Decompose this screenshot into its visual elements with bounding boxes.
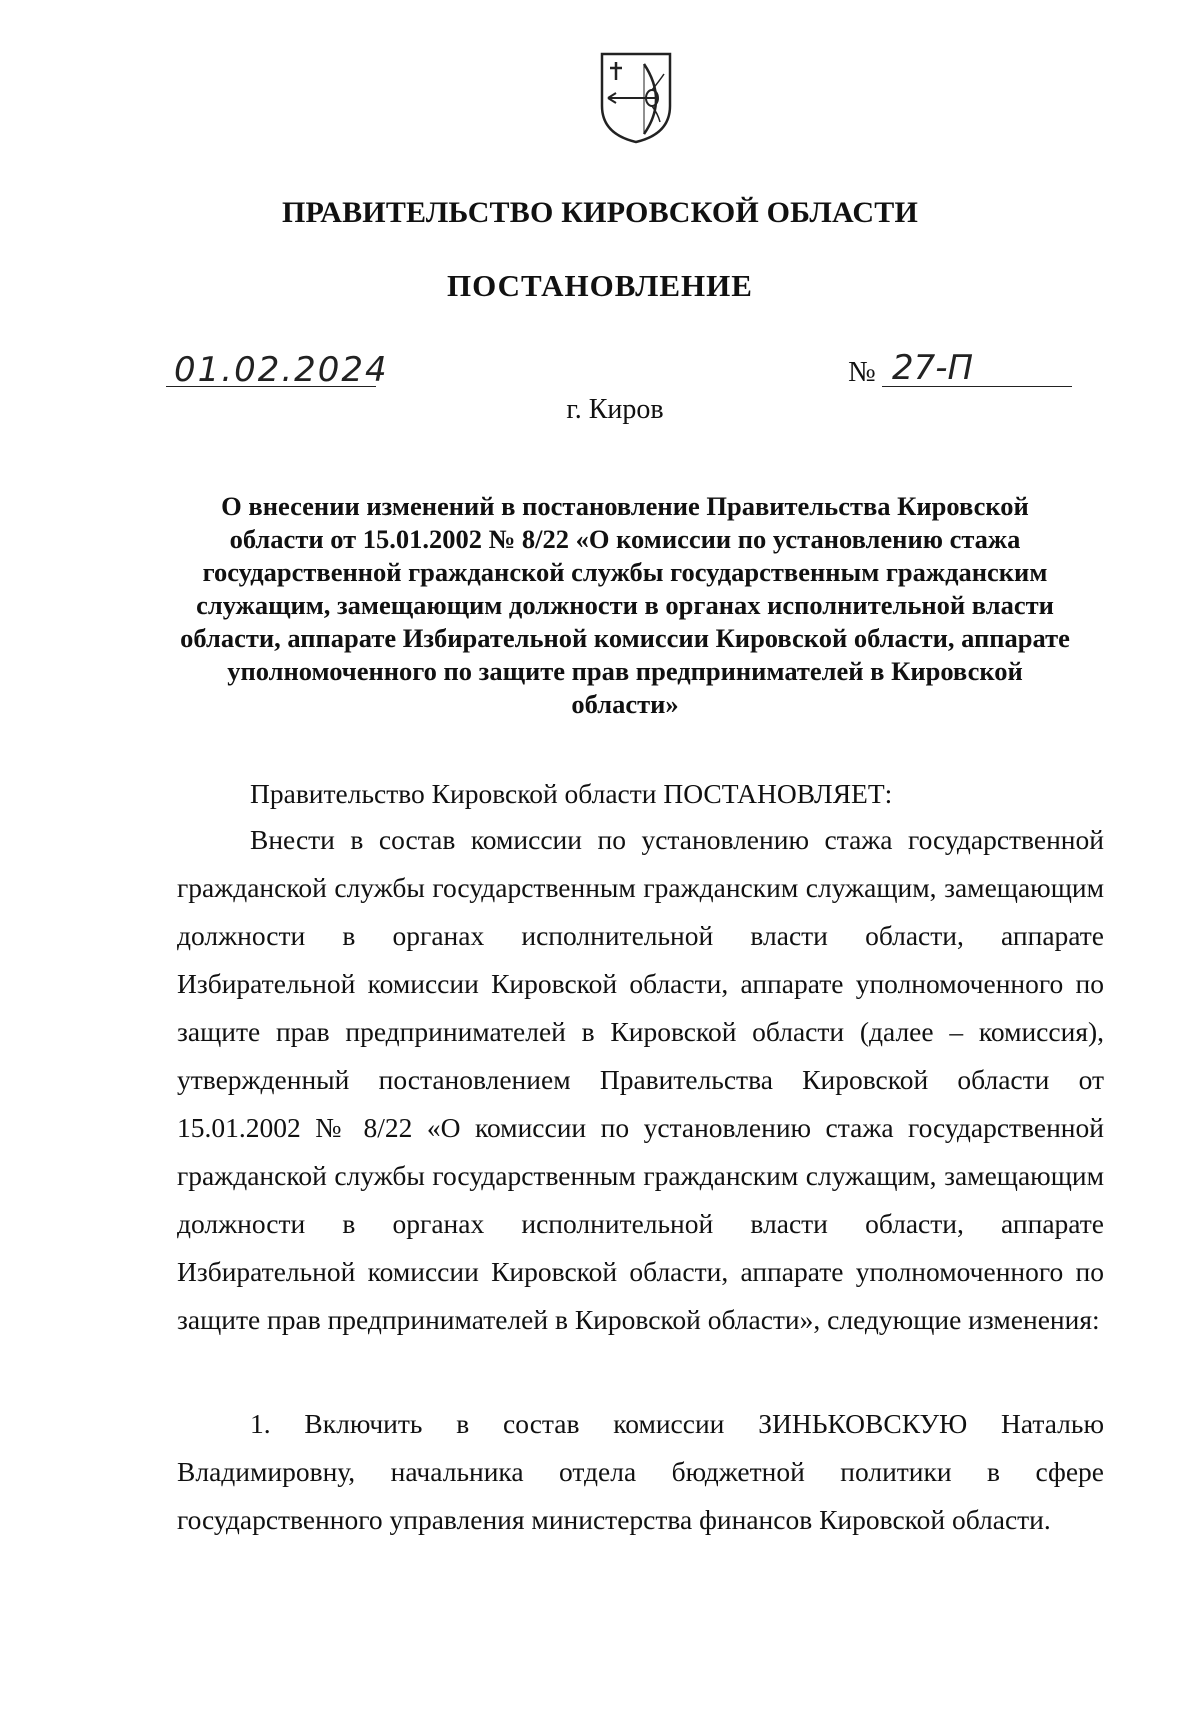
- handwritten-number: 27-П: [892, 348, 974, 388]
- resolution-intro: Правительство Кировской области ПОСТАНОВЛЯЕТ:: [250, 778, 893, 809]
- organization-title: ПРАВИТЕЛЬСТВО КИРОВСКОЙ ОБЛАСТИ: [282, 196, 918, 229]
- city: г. Киров: [566, 394, 664, 425]
- item-1-paragraph: 1. Включить в состав комиссии ЗИНЬКОВСКУЮ Наталью Владимировну, начальника отдела бюджетной политики в сфере государственного управления министерства финансов Кировской области.: [177, 1408, 1104, 1535]
- number-underline: [882, 386, 1072, 387]
- handwritten-date: 01.02.2024: [174, 350, 389, 390]
- main-paragraph: Внести в состав комиссии по установлению стажа государственной гражданской службы государственным гражданским служащим, замещающим должности в органах исполнительной власти области, аппарате Избирательной комиссии Кировской области, аппарате уполномоченного по защите прав предпринимателей в Кировской области (далее – комиссия), утвержденный постановлением Правительства Кировской области от 15.01.2002 № 8/22 «О комиссии по установлению стажа государственной гражданской службы государственным гражданским служащим, замещающим должности в органах исполнительной власти области, аппарате Избирательной комиссии Кировской области, аппарате уполномоченного по защите прав предпринимателей в Кировской области», следующие изменения:: [177, 824, 1104, 1335]
- number-label: №: [848, 356, 876, 388]
- document-type: ПОСТАНОВЛЕНИЕ: [447, 268, 753, 303]
- kirov-region-coat-of-arms-icon: [598, 50, 674, 146]
- date-underline: [166, 386, 376, 387]
- document-subject: О внесении изменений в постановление Правительства Кировской области от 15.01.2002 № 8/22 «О комиссии по установлению стажа государственной гражданской службы государственным гражданским служащим, замещающим должности в органах исполнительной власти области, аппарате Избирательной комиссии Кировской области, аппарате уполномоченного по защите прав предпринимателей в Кировской области»: [180, 491, 1070, 719]
